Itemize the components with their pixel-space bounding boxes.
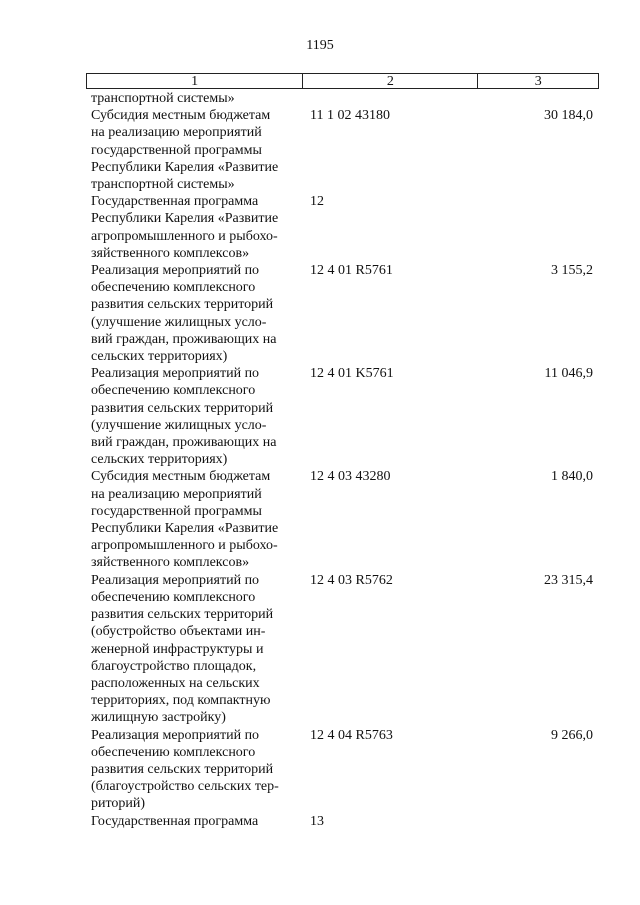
table-row <box>86 727 599 813</box>
row-amount: 3 155,2 <box>551 263 593 279</box>
table-row <box>86 572 599 727</box>
row-code: 12 4 04 R5763 <box>310 727 393 743</box>
row-name: Государственная программа <box>91 813 259 829</box>
row-code: 13 <box>310 813 324 829</box>
table-body <box>86 89 599 830</box>
row-code: 11 1 02 43180 <box>310 108 390 124</box>
column-header-2: 2 <box>303 74 478 88</box>
row-name: Государственная программа Республики Карелия «Развитие агропромышленного и рыбохо- зяйственного комплексов» <box>91 194 279 261</box>
row-name: транспортной системы» <box>91 91 235 106</box>
row-name: Субсидия местным бюджетам на реализацию мероприятий государственной программы Республики Карелия «Развитие транспортной системы» <box>91 108 279 193</box>
table-row <box>86 468 599 571</box>
row-name: Субсидия местным бюджетам на реализацию мероприятий государственной программы Республики Карелия «Развитие агропромышленного и рыбохо- зяйственного комплексов» <box>91 469 279 571</box>
table-header <box>86 73 599 89</box>
row-amount: 9 266,0 <box>551 727 593 743</box>
row-code: 12 4 01 R5761 <box>310 263 393 279</box>
row-name: Реализация мероприятий по обеспечению комплексного развития сельских территорий (улучшение жилищных усло- вий граждан, проживающих на сельских территориях) <box>91 366 277 468</box>
table-row <box>86 107 599 193</box>
row-name: Реализация мероприятий по обеспечению комплексного развития сельских территорий (благоустройство сельских тер- риторий) <box>91 727 279 812</box>
row-code: 12 4 03 43280 <box>310 469 391 485</box>
row-amount: 11 046,9 <box>544 366 593 382</box>
column-header-1: 1 <box>87 74 303 88</box>
row-amount: 1 840,0 <box>551 469 593 485</box>
row-name: Реализация мероприятий по обеспечению комплексного развития сельских территорий (обустройство объектами ин- женерной инфраструктуры и благоустройство площадок, расположенных на сельских территориях, под компактную жилищную застройку) <box>91 572 274 726</box>
budget-table <box>86 73 599 830</box>
row-code: 12 4 03 R5762 <box>310 572 393 588</box>
row-name: Реализация мероприятий по обеспечению комплексного развития сельских территорий (улучшение жилищных усло- вий граждан, проживающих на сельских территориях) <box>91 263 277 365</box>
table-row <box>86 262 599 365</box>
row-amount: 30 184,0 <box>544 108 593 124</box>
table-row <box>86 813 599 830</box>
table-row <box>86 193 599 262</box>
row-code: 12 <box>310 194 324 210</box>
row-amount: 23 315,4 <box>544 572 593 588</box>
table-row <box>86 90 599 107</box>
column-header-3: 3 <box>534 74 542 89</box>
table-row <box>86 365 599 468</box>
page-number: 1195 <box>306 38 334 53</box>
row-code: 12 4 01 K5761 <box>310 366 394 382</box>
